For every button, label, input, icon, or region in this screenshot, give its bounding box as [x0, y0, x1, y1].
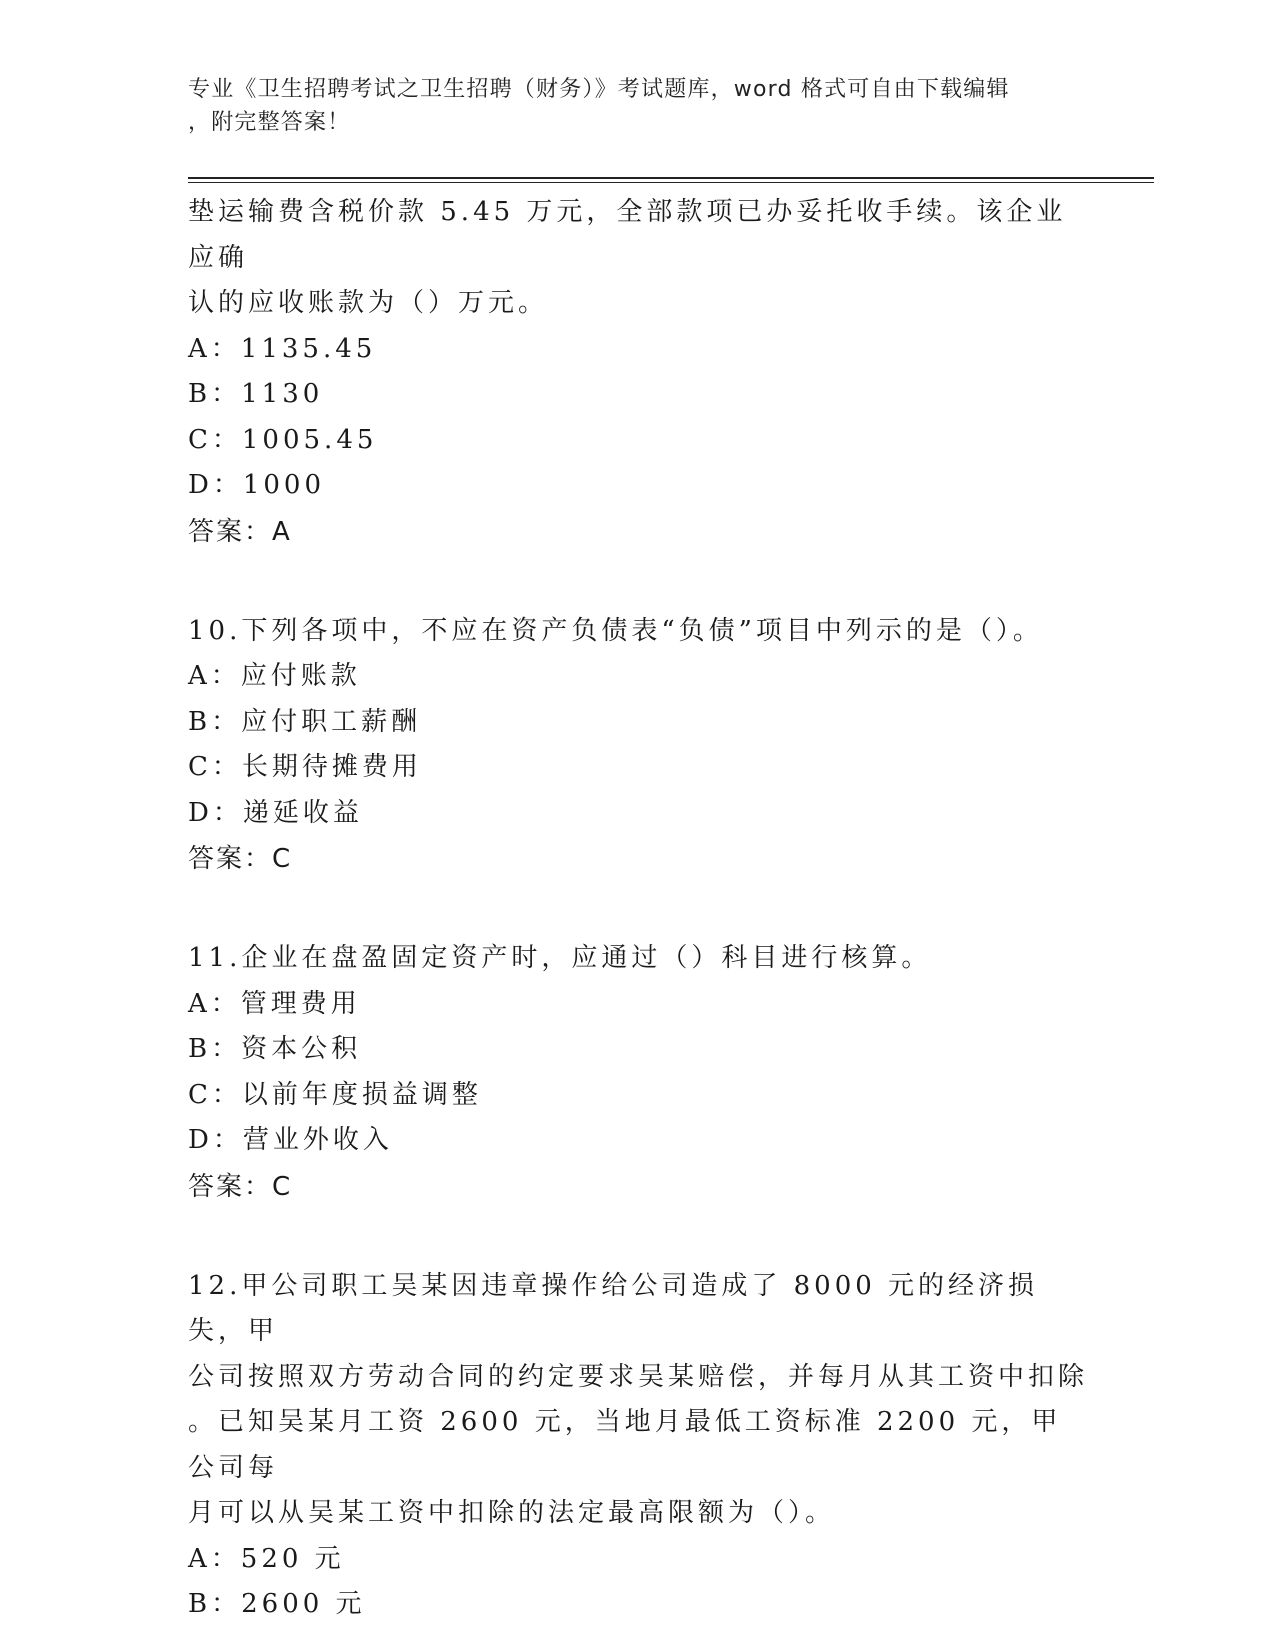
question-9-text-1: 垫运输费含税价款 5.45 万元，全部款项已办妥托收手续。该企业应确 — [188, 197, 1067, 273]
question-11-text-1: 11.企业在盘盈固定资产时，应通过（）科目进行核算。 — [188, 943, 932, 973]
header-line-2: ，附完整答案！ — [188, 110, 351, 135]
header-divider-thin — [188, 182, 1154, 183]
question-11 — [188, 936, 1088, 1210]
question-10-option-b: B：应付职工薪酬 — [188, 706, 422, 737]
question-10 — [188, 609, 1088, 883]
question-12-option-a: A：520 元 — [188, 1543, 345, 1574]
header-line-1: 专业《卫生招聘考试之卫生招聘（财务）》考试题库，word 格式可自由下载编辑 — [188, 77, 1010, 102]
page-header — [188, 73, 1068, 139]
question-12 — [188, 1264, 1088, 1628]
question-9-text-2: 认的应收账款为（）万元。 — [188, 288, 549, 318]
question-10-answer: 答案：C — [188, 844, 293, 874]
question-9-answer: 答案：A — [188, 516, 292, 547]
question-10-text-1: 10.下列各项中，不应在资产负债表“负债”项目中列示的是（）。 — [188, 615, 1043, 646]
question-11-option-c: C：以前年度损益调整 — [188, 1079, 482, 1110]
header-divider-thick — [188, 177, 1154, 179]
question-11-option-d: D：营业外收入 — [188, 1125, 393, 1155]
question-12-text-2: 公司按照双方劳动合同的约定要求吴某赔偿，并每月从其工资中扣除 — [188, 1361, 1089, 1392]
question-11-option-a: A：管理费用 — [188, 988, 361, 1019]
question-11-option-b: B：资本公积 — [188, 1034, 362, 1064]
question-12-text-4: 月可以从吴某工资中扣除的法定最高限额为（）。 — [188, 1498, 836, 1528]
question-9 — [188, 190, 1088, 555]
question-10-option-a: A：应付账款 — [188, 661, 361, 691]
question-9-option-c: C：1005.45 — [188, 424, 378, 455]
question-11-answer: 答案：C — [188, 1171, 293, 1202]
question-12-option-b: B：2600 元 — [188, 1589, 366, 1619]
question-12-text-3: 。已知吴某月工资 2600 元，当地月最低工资标准 2200 元，甲公司每 — [188, 1407, 1062, 1483]
question-9-option-a: A：1135.45 — [188, 333, 377, 364]
question-10-option-c: C：长期待摊费用 — [188, 752, 422, 782]
question-10-option-d: D：递延收益 — [188, 797, 363, 828]
question-list — [188, 190, 1088, 1628]
question-9-option-d: D：1000 — [188, 470, 326, 500]
question-12-text-1: 12.甲公司职工吴某因违章操作给公司造成了 8000 元的经济损失，甲 — [188, 1270, 1039, 1346]
question-9-option-b: B：1130 — [188, 379, 324, 409]
